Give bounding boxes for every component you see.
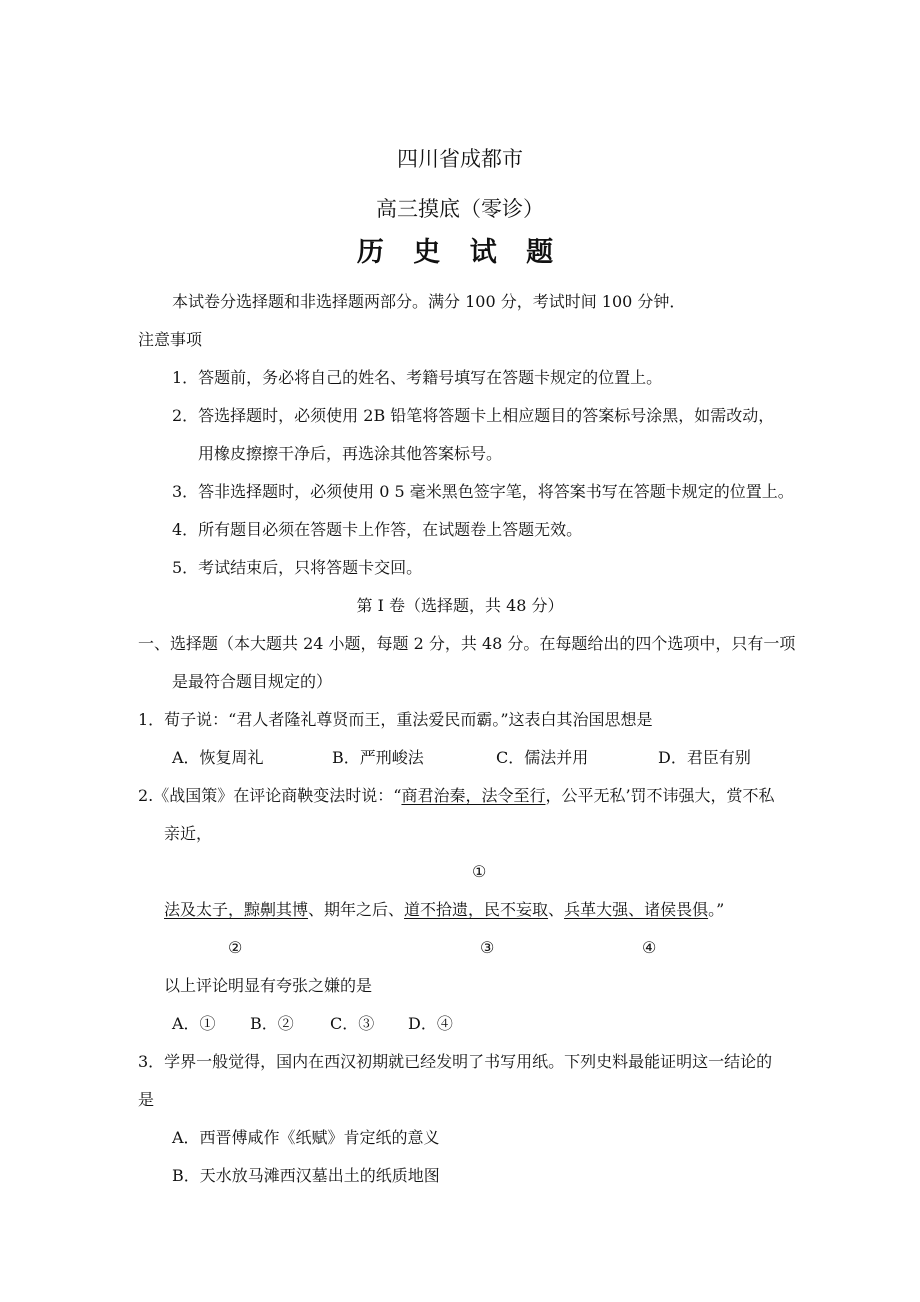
question-2-stem-line1 [138, 785, 775, 807]
q2-underlined-phrase-2: 法及太子，黥劓其博 [164, 900, 309, 919]
q2-marker-3: ③ [480, 938, 495, 957]
section-title: 第 I 卷（选择题，共 48 分） [356, 596, 564, 615]
question-3-option-b: B．天水放马滩西汉墓出土的纸质地图 [172, 1166, 440, 1185]
q2-underlined-phrase-1: 商君治秦，法令至行 [401, 786, 546, 805]
q2-text: 。” [708, 900, 725, 919]
question-2-stem-line2: 亲近， [164, 824, 213, 843]
notice-item: 1．答题前，务必将自己的姓名、考籍号填写在答题卡规定的位置上。 [172, 368, 663, 387]
question-2-option-a: A．① [172, 1014, 216, 1033]
part-heading-continuation: 是最符合题目规定的） [172, 672, 333, 691]
question-2-stem-line3 [164, 899, 724, 921]
question-2-option-c: C．③ [330, 1014, 375, 1033]
header-region: 四川省成都市 [397, 147, 523, 171]
question-2-option-d: D．④ [408, 1014, 453, 1033]
q2-marker-2: ② [228, 938, 243, 957]
q2-text: 2.《战国策》在评论商鞅变法时说：“ [138, 786, 402, 805]
q2-marker-4: ④ [642, 938, 657, 957]
notice-item: 4．所有题目必须在答题卡上作答，在试题卷上答题无效。 [172, 520, 583, 539]
notice-item: 3．答非选择题时，必须使用 0 5 毫米黑色签字笔，将答案书写在答题卡规定的位置上。 [172, 482, 794, 501]
question-1-option-b: B．严刑峻法 [332, 748, 424, 767]
question-2-ask: 以上评论明显有夸张之嫌的是 [164, 976, 373, 995]
question-1-option-c: C．儒法并用 [496, 748, 589, 767]
part-heading: 一、选择题（本大题共 24 小题，每题 2 分，共 48 分。在每题给出的四个选项中，只有一项 [138, 634, 796, 653]
question-1-stem: 1．荀子说：“君人者隆礼尊贤而王，重法爱民而霸。”这表白其治国思想是 [138, 710, 653, 729]
header-exam-type: 高三摸底（零诊） [376, 197, 544, 221]
page-title: 历 史 试 题 [356, 237, 564, 268]
q2-text: 、期年之后、 [308, 900, 405, 919]
q2-text: ，公平无私’罚不讳强大，赏不私 [545, 786, 775, 805]
q2-text: 、 [548, 900, 565, 919]
intro-text: 本试卷分选择题和非选择题两部分。满分 100 分，考试时间 100 分钟． [172, 292, 686, 311]
q2-underlined-phrase-3: 道不拾遗，民不妄取 [404, 900, 549, 919]
notice-item: 2．答选择题时，必须使用 2B 铅笔将答题卡上相应题目的答案标号涂黑，如需改动， [172, 406, 775, 425]
question-2-option-b: B．② [250, 1014, 294, 1033]
question-1-option-a: A．恢复周礼 [172, 748, 264, 767]
question-3-stem-continuation: 是 [138, 1090, 155, 1109]
q2-marker-1: ① [472, 862, 487, 881]
question-3-stem: 3．学界一般觉得，国内在西汉初期就已经发明了书写用纸。下列史料最能证明这一结论的 [138, 1052, 773, 1071]
question-1-option-d: D．君臣有别 [658, 748, 751, 767]
notice-item: 5．考试结束后，只将答题卡交回。 [172, 558, 423, 577]
question-3-option-a: A．西晋傅咸作《纸赋》肯定纸的意义 [172, 1128, 440, 1147]
q2-underlined-phrase-4: 兵革大强、诸侯畏俱 [564, 900, 709, 919]
notice-item-continuation: 用橡皮擦擦干净后，再选涂其他答案标号。 [198, 444, 503, 463]
notice-heading: 注意事项 [138, 330, 203, 349]
